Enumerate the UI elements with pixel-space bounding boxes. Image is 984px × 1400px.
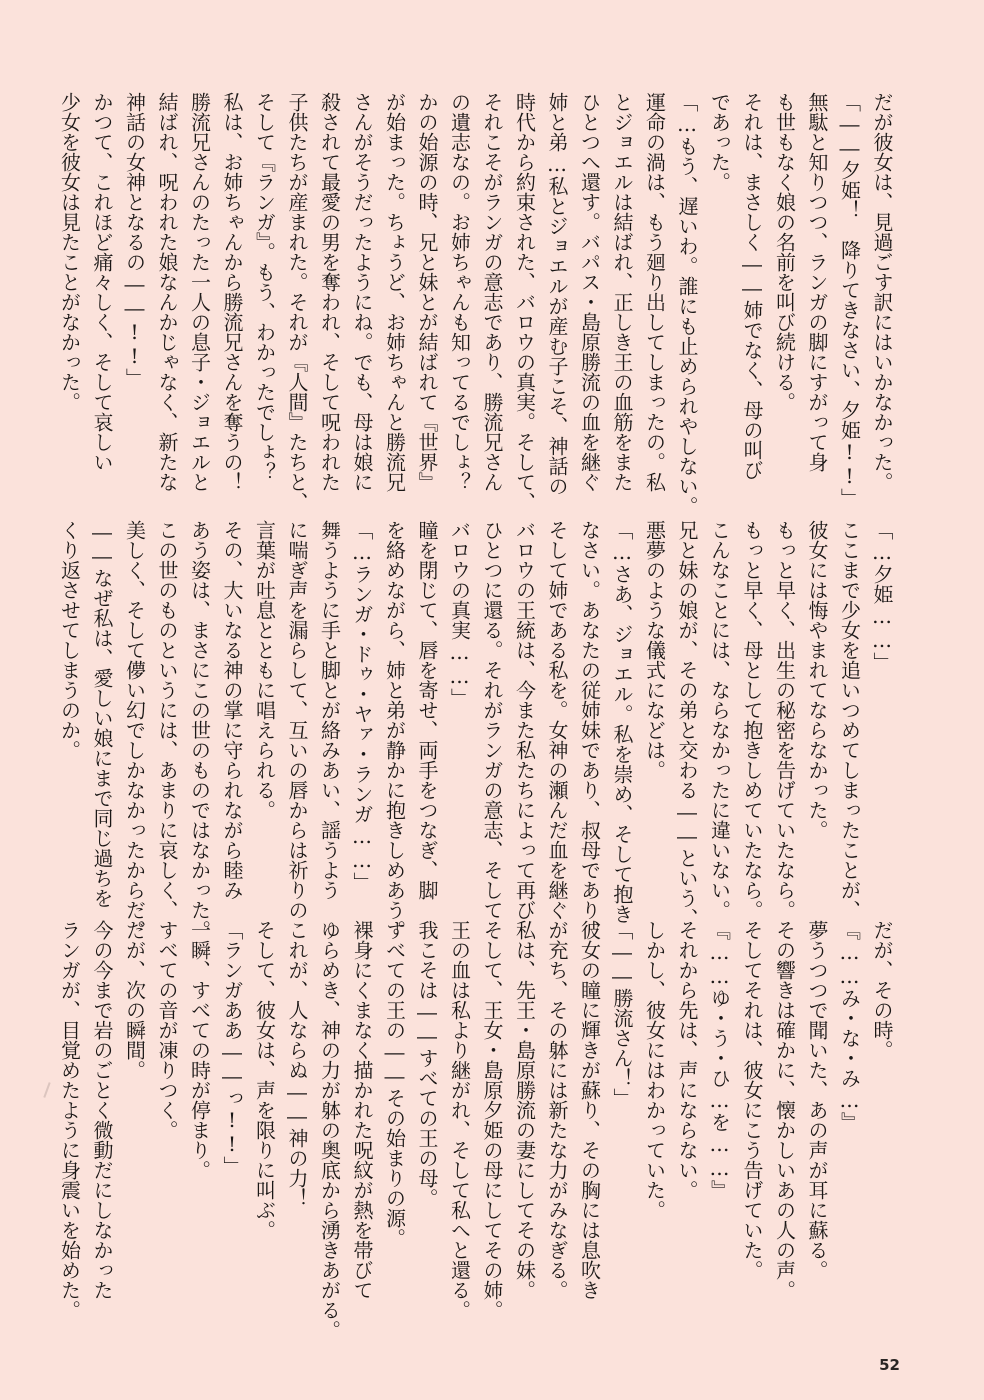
text-line: ひとつに還る。それがランガの意志、そして xyxy=(480,520,504,920)
text-line: 今の今まで岩のごとく微動だにしなかった xyxy=(90,920,114,1300)
text-line: 王の血は私より継がれ、そして私へと還る。 xyxy=(447,920,472,1320)
text-line: 無駄と知りつつ、ランガの脚にすがって身 xyxy=(805,92,829,472)
text-line: バロウの真実……」 xyxy=(447,520,472,708)
text-line: すべての音が凍りつく。 xyxy=(155,920,179,1140)
text-line: しかし、彼女にはわかっていた。 xyxy=(642,920,667,1220)
text-line: そして、彼女は、声を限りに叫ぶ。 xyxy=(252,920,277,1240)
text-line: だが彼女は、見過ごす訳にはいかなかった。 xyxy=(870,92,894,492)
text-line: 時代から約束された、バロウの真実。そして、 xyxy=(512,92,537,512)
text-line: 『……み・な・み…』 xyxy=(837,920,862,1132)
text-line: ひとつへ還す。バパス・島原勝流の血を継ぐ xyxy=(577,92,602,492)
text-line: その、大いなる神の掌に守られながら睦み xyxy=(220,520,244,900)
text-line: 「――勝流さん！」 xyxy=(610,920,634,1108)
text-line: もっと早く、出生の秘密を告げていたなら。 xyxy=(772,520,797,920)
text-line: 一瞬、すべての時が停まり。 xyxy=(187,920,212,1180)
text-line: に喘ぎ声を漏らして、互いの唇からは祈りの xyxy=(285,520,309,920)
text-line: そして、王女・島原夕姫の母にしてその姉。 xyxy=(480,920,504,1320)
text-line: ここまで少女を追いつめてしまったことが、 xyxy=(837,520,862,920)
text-line: 姉と弟…私とジョエルが産む子こそ、神話の xyxy=(545,92,569,496)
text-line: だが、その時。 xyxy=(870,920,894,1060)
text-line: 『……ゆ・う・ひ…を……』 xyxy=(707,920,732,1200)
text-line: とジョエルは結ばれ、正しき王の血筋をまた xyxy=(610,92,634,492)
text-line: 「…もう、遅いわ。誰にも止められやしない。 xyxy=(675,92,699,516)
text-line: これが、人ならぬ――神の力！ xyxy=(285,920,309,1208)
text-line: 「…ランガ・ドゥ・ヤァ・ランガ……」 xyxy=(350,520,374,892)
text-line: くり返させてしまうのか。 xyxy=(57,520,82,760)
text-line: 言葉が吐息とともに唱えられる。 xyxy=(252,520,277,820)
text-line: かの始源の時、兄と妹とが結ばれて『世界』 xyxy=(415,92,439,492)
text-block-middle xyxy=(53,520,898,940)
text-line: バロウの王統は、今また私たちによって再び xyxy=(512,520,537,920)
text-line: 彼女には悔やまれてならなかった。 xyxy=(805,520,829,840)
text-line: であった。 xyxy=(707,92,732,192)
text-line: 少女を彼女は見たことがなかった。 xyxy=(57,92,82,412)
text-line: それから先は、声にならない。 xyxy=(675,920,699,1200)
text-line: 「…夕姫……」 xyxy=(870,520,894,672)
text-line: あう姿は、まさにこの世のものではなかった。 xyxy=(187,520,212,940)
text-line: が始まった。ちょうど、お姉ちゃんと勝流兄 xyxy=(382,92,407,492)
text-line: 神話の女神となるの――!!」 xyxy=(122,92,147,388)
text-line: ゆらめき、神の力が躰の奥底から湧きあがる。 xyxy=(317,920,342,1340)
text-line: 夢うつつで聞いた、あの声が耳に蘇る。 xyxy=(805,920,829,1280)
text-line: 結ばれ、呪われた娘なんかじゃなく、新たな xyxy=(155,92,179,492)
text-line: 「…さあ、ジョエル。私を崇め、そして抱き xyxy=(610,520,634,924)
text-line: 殺されて最愛の男を奪われ、そして呪われた xyxy=(317,92,342,492)
text-line: だが、次の瞬間。 xyxy=(122,920,147,1080)
text-line: も世もなく娘の名前を叫び続ける。 xyxy=(772,92,797,412)
text-line: その響きは確かに、懐かしいあの人の声。 xyxy=(772,920,797,1300)
text-line: 私は、先王・島原勝流の妻にしてその妹。 xyxy=(512,920,537,1300)
page-number: 52 xyxy=(879,1356,900,1374)
text-line: かつて、これほど痛々しく、そして哀しい xyxy=(90,92,114,472)
text-line: 瞳を閉じて、唇を寄せ、両手をつなぎ、脚 xyxy=(415,520,439,900)
text-line: 勝流兄さんのたった一人の息子・ジョエルと xyxy=(187,92,212,492)
text-line: そしてそれは、彼女にこう告げていた。 xyxy=(740,920,764,1280)
text-line: ランガが、目覚めたように身震いを始めた。 xyxy=(57,920,82,1320)
text-line: 舞うように手と脚とが絡みあい、謡うよう xyxy=(317,520,342,900)
text-line: が充ち、その躰には新たな力がみなぎる。 xyxy=(545,920,569,1300)
text-line: すべての王の――その始まりの源。 xyxy=(382,920,407,1248)
text-line: そして『ランガ』。もう、わかったでしょ？ xyxy=(252,92,277,482)
text-line: こんなことには、ならなかったに違いない。 xyxy=(707,520,732,920)
text-line: 美しく、そして儚い幻でしかなかったからだ。 xyxy=(122,520,147,940)
text-line: さんがそうだったようにね。でも、母は娘に xyxy=(350,92,374,492)
text-line: それは、まさしく――姉でなく、母の叫び xyxy=(740,92,764,480)
text-line: を絡めながら、姉と弟が静かに抱きしめあう。 xyxy=(382,520,407,940)
text-line: そして姉である私を。女神の瀬んだ血を継ぐ xyxy=(545,520,569,920)
text-line: それこそがランガの意志であり、勝流兄さん xyxy=(480,92,504,492)
text-line: ――なぜ私は、愛しい娘にまで同じ過ちを xyxy=(90,520,114,908)
text-line: 子供たちが産まれた。それが『人間』たちと、 xyxy=(285,92,309,512)
text-line: 彼女の瞳に輝きが蘇り、その胸には息吹き xyxy=(577,920,602,1300)
text-line: 我こそは――すべての王の母。 xyxy=(415,920,439,1208)
text-block-bottom xyxy=(53,920,898,1340)
text-block-top xyxy=(53,92,898,516)
text-line: 「――夕姫！ 降りてきなさい、夕姫!!」 xyxy=(837,92,862,508)
text-line: なさい。あなたの従姉妹であり、叔母であり、 xyxy=(577,520,602,940)
text-line: もっと早く、母として抱きしめていたなら。 xyxy=(740,520,764,920)
text-line: 運命の渦は、もう廻り出してしまったの。私 xyxy=(642,92,667,492)
text-line: 悪夢のような儀式になどは。 xyxy=(642,520,667,780)
text-line: 「ランガああ――っ!!」 xyxy=(220,920,244,1176)
text-line: 私は、お姉ちゃんから勝流兄さんを奪うの！ xyxy=(220,92,244,492)
text-line: 裸身にくまなく描かれた呪紋が熱を帯びて xyxy=(350,920,374,1300)
text-line: 兄と妹の娘が、その弟と交わる――という、 xyxy=(675,520,699,928)
text-line: の遺志なの。お姉ちゃんも知ってるでしょ？ xyxy=(447,92,472,492)
text-line: この世のものというには、あまりに哀しく、 xyxy=(155,520,179,920)
paper-mark xyxy=(43,1082,50,1098)
